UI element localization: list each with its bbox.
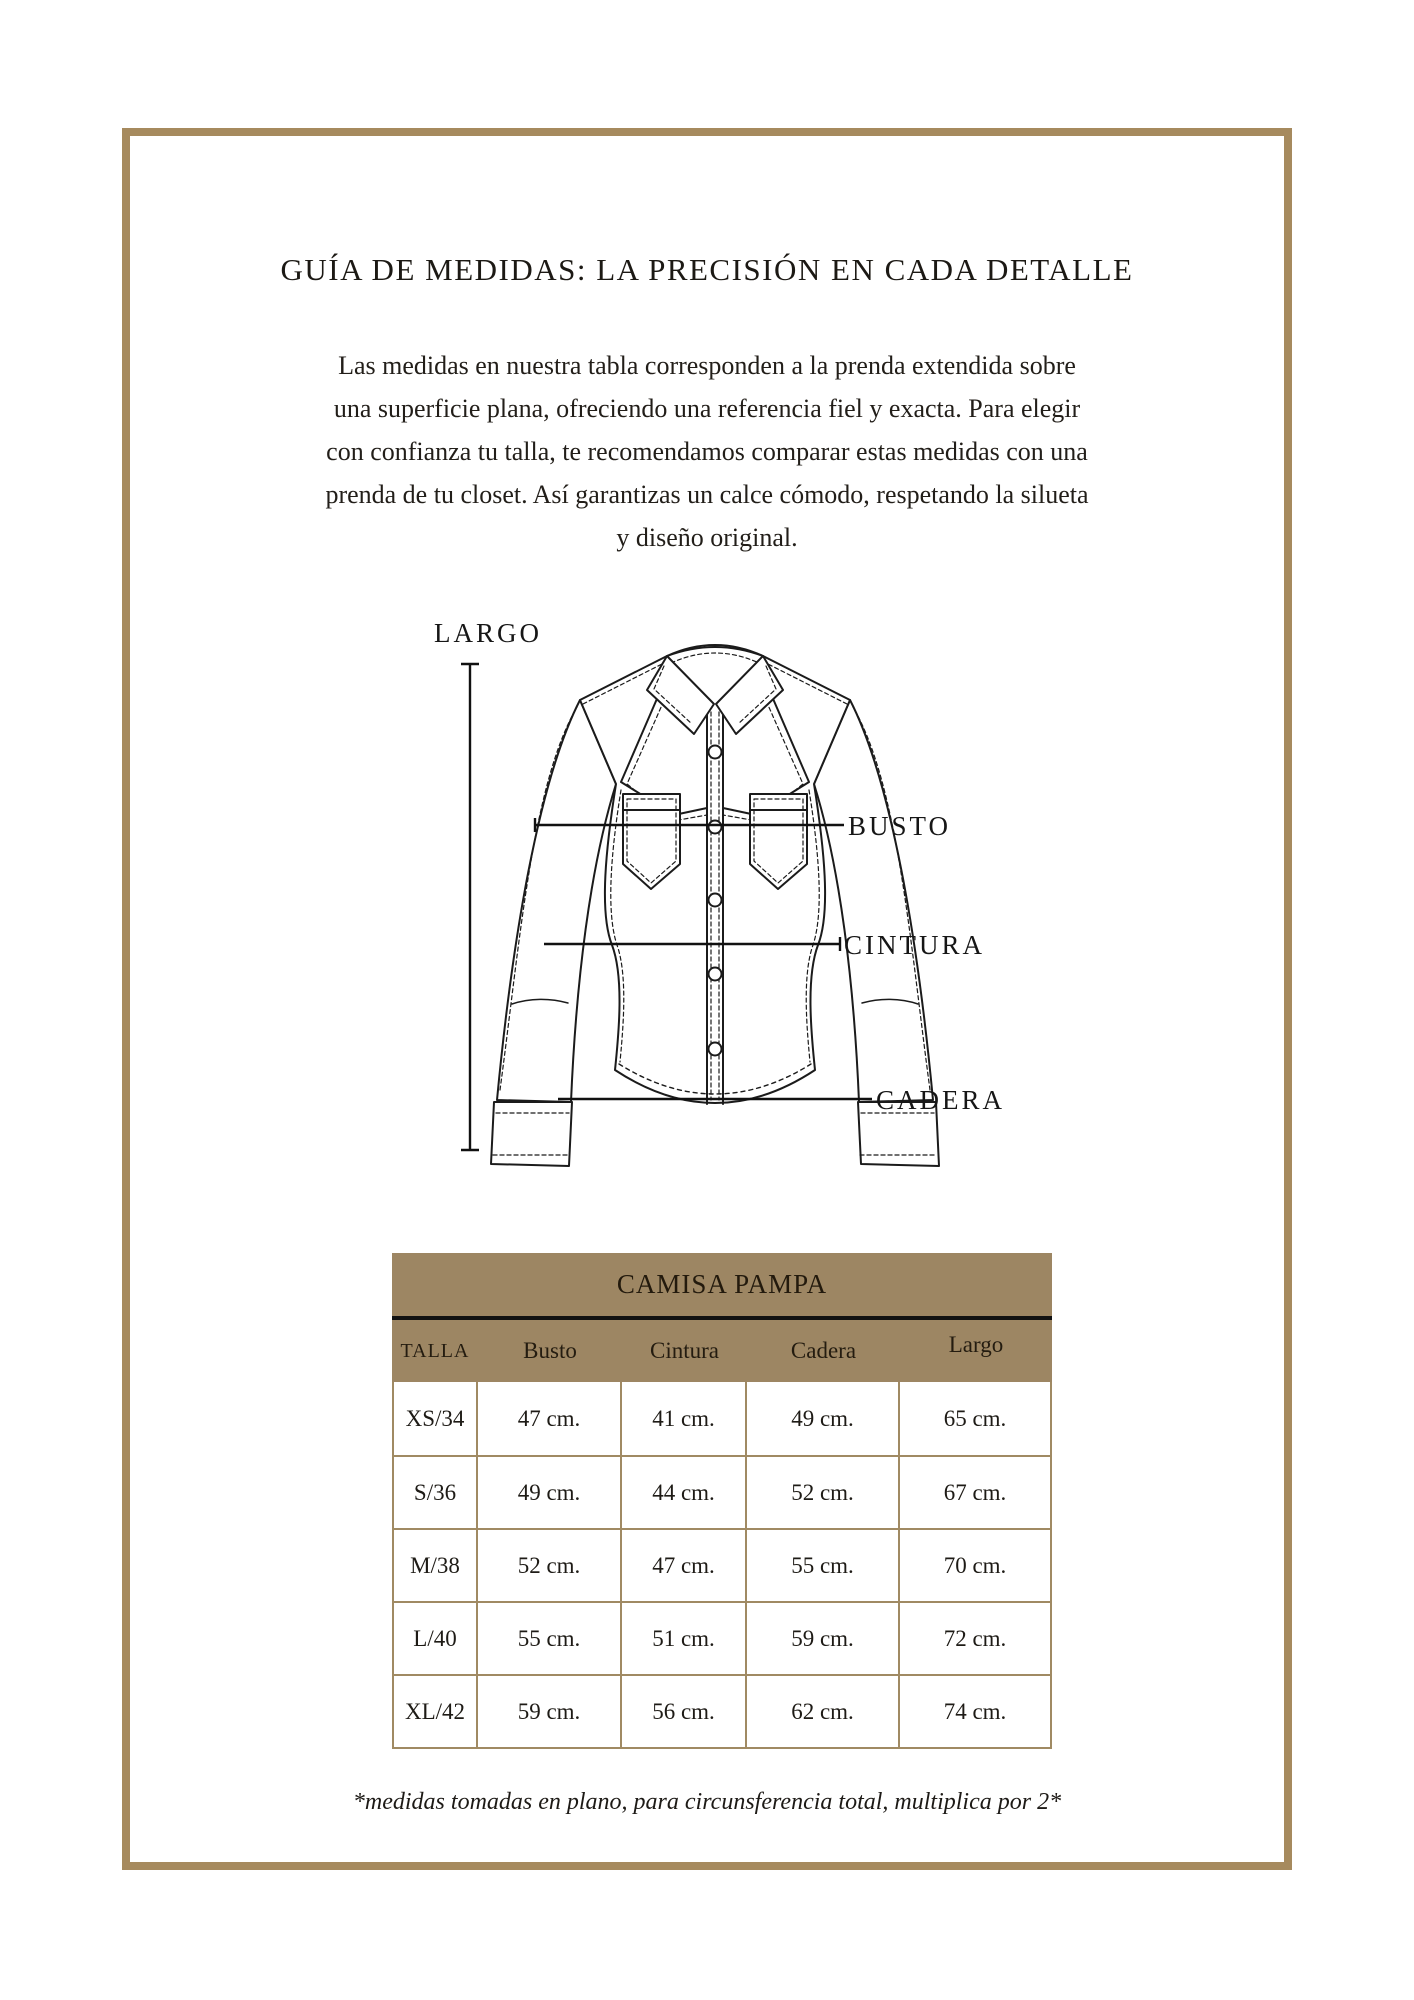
col-header-busto: Busto (523, 1338, 577, 1363)
cell-busto: 47 cm. (478, 1382, 622, 1455)
cell-largo: 70 cm. (943, 1552, 1007, 1578)
col-header-cadera: Cadera (790, 1338, 857, 1363)
table-row (394, 1601, 1050, 1674)
measurement-diagram (420, 612, 1070, 1184)
cell-largo: 72 cm. (943, 1625, 1007, 1651)
cintura-label: CINTURA (844, 930, 985, 960)
cell-talla: L/40 (394, 1603, 478, 1674)
col-header-cintura: Cintura (650, 1338, 719, 1363)
cell-busto: 52 cm. (478, 1530, 622, 1601)
cell-cadera: 59 cm. (747, 1603, 900, 1674)
cell-cadera: 55 cm. (747, 1530, 900, 1601)
table-row (394, 1528, 1050, 1601)
intro-line: con confianza tu talla, te recomendamos comparar estas medidas con una (326, 437, 1088, 466)
cell-busto: 49 cm. (478, 1457, 622, 1528)
page-title: GUÍA DE MEDIDAS: LA PRECISIÓN EN CADA DETALLE (280, 252, 1134, 287)
cell-cintura: 56 cm. (622, 1676, 747, 1747)
cadera-label: CADERA (876, 1085, 1006, 1115)
size-table (392, 1253, 1052, 1749)
col-header-largo: Largo (948, 1332, 1004, 1357)
intro-line: y diseño original. (616, 523, 798, 552)
cell-cadera: 52 cm. (747, 1457, 900, 1528)
intro-paragraph (0, 344, 1414, 559)
size-table-header-row (392, 1320, 1052, 1382)
intro-line: prenda de tu closet. Así garantizas un calce cómodo, respetando la silueta (325, 480, 1089, 509)
cell-cintura: 47 cm. (622, 1530, 747, 1601)
cell-talla: XS/34 (394, 1382, 478, 1455)
cell-busto: 55 cm. (478, 1603, 622, 1674)
table-row (394, 1455, 1050, 1528)
cell-largo: 67 cm. (943, 1479, 1007, 1505)
cell-cintura: 44 cm. (622, 1457, 747, 1528)
intro-line: Las medidas en nuestra tabla corresponden a la prenda extendida sobre (338, 351, 1076, 380)
cell-cintura: 41 cm. (622, 1382, 747, 1455)
shirt-technical-drawing-icon (420, 612, 1070, 1184)
cell-largo: 65 cm. (943, 1405, 1007, 1431)
cell-cadera: 49 cm. (747, 1382, 900, 1455)
cell-talla: M/38 (394, 1530, 478, 1601)
size-table-body (392, 1382, 1052, 1749)
table-row (394, 1382, 1050, 1455)
cell-cintura: 51 cm. (622, 1603, 747, 1674)
intro-line: una superficie plana, ofreciendo una referencia fiel y exacta. Para elegir (333, 394, 1081, 423)
busto-label: BUSTO (848, 811, 952, 841)
cell-talla: S/36 (394, 1457, 478, 1528)
col-header-talla: TALLA (400, 1339, 470, 1362)
size-table-title: CAMISA PAMPA (392, 1253, 1052, 1320)
measurement-footnote: *medidas tomadas en plano, para circunsferencia total, multiplica por 2* (352, 1789, 1062, 1815)
table-row (394, 1674, 1050, 1747)
cell-talla: XL/42 (394, 1676, 478, 1747)
cell-busto: 59 cm. (478, 1676, 622, 1747)
cell-largo: 74 cm. (943, 1698, 1007, 1724)
largo-label: LARGO (434, 618, 542, 648)
cell-cadera: 62 cm. (747, 1676, 900, 1747)
